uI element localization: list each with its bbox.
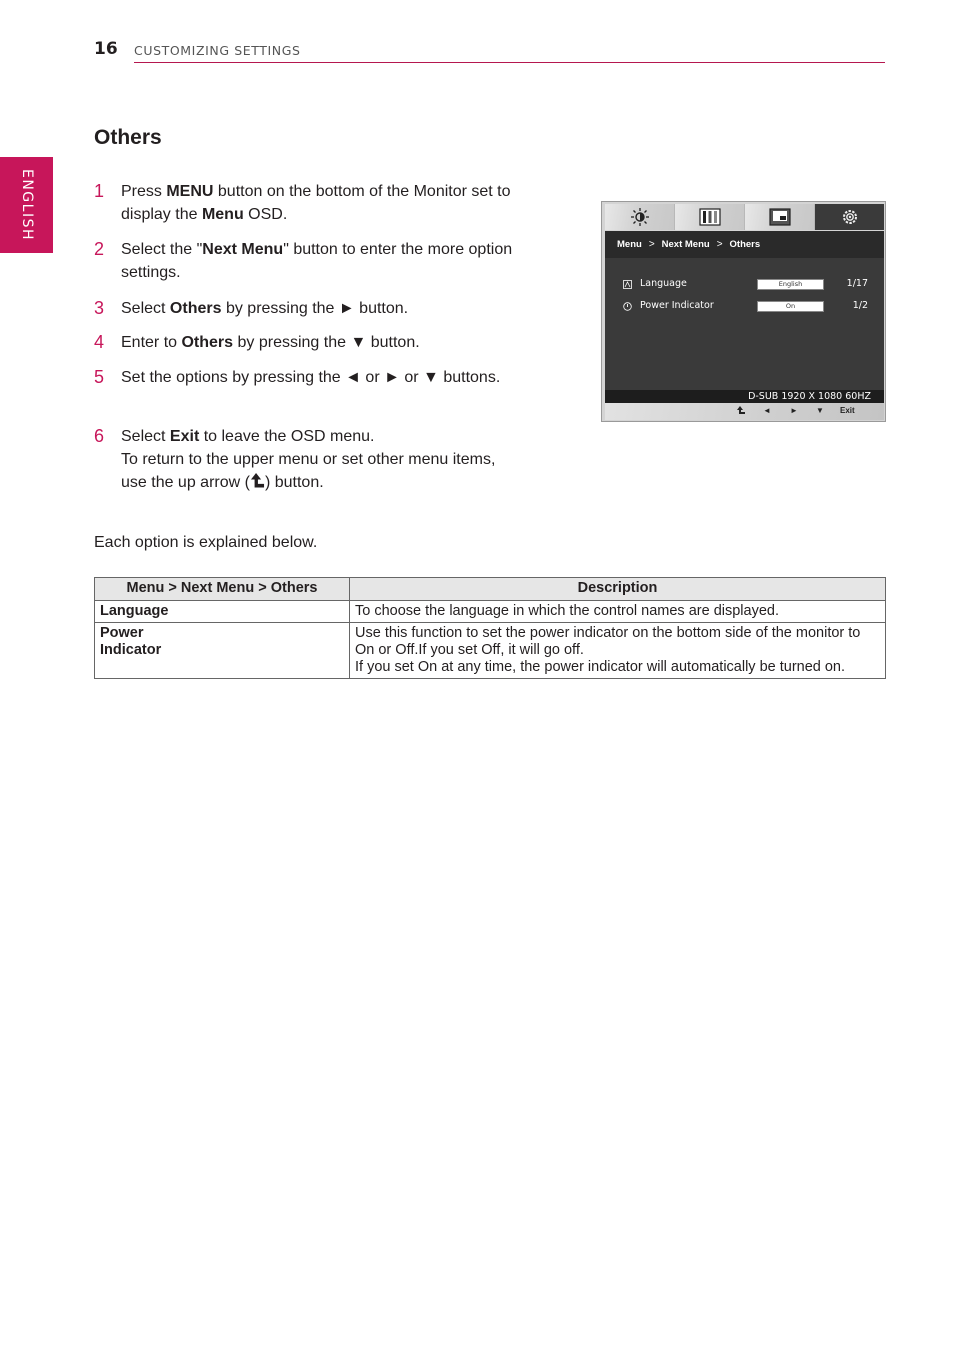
table-header-description: Description [350,578,886,601]
osd-breadcrumb-others: Others [729,239,761,250]
step-number: 3 [94,298,105,318]
step-text: Press MENU button on the bottom of the Monitor set to display the Menu OSD. [121,183,511,223]
step-number: 2 [94,239,105,259]
osd-breadcrumb-next-menu: Next Menu [661,239,710,250]
table-cell-description: Use this function to set the power indicator on the bottom side of the monitor to On or Off.If you set Off, it will go off. If you set On at any time, the power indicator will automatically be turned on. [350,623,886,679]
osd-option-value: On [757,301,824,312]
up-arrow-icon [250,473,265,489]
step-item [94,180,524,226]
step-text: Enter to Others by pressing the ▼ button. [121,334,420,351]
step-item [94,331,524,354]
osd-tab-color [675,204,745,230]
step-item [94,366,524,389]
table-header-row [95,578,886,601]
osd-option-label: Language [640,278,687,289]
osd-breadcrumb-separator: > [648,239,655,250]
step-number: 6 [94,426,105,446]
language-tab-label: ENGLISH [18,168,35,242]
step-number: 1 [94,181,105,201]
language-tab [0,157,53,253]
table-header-menu: Menu > Next Menu > Others [95,578,350,601]
picture-icon [769,208,791,226]
table-body [95,601,886,679]
step-text: Select Others by pressing the ► button. [121,300,409,317]
osd-tabs [605,204,884,230]
step-text: Select the "Next Menu" button to enter the more option settings. [121,241,513,281]
step-item [94,425,524,494]
osd-exit-button: Exit [840,406,855,415]
table-row [95,601,886,623]
osd-down-button: ▼ [816,406,824,415]
step-text: Select Exit to leave the OSD menu. To return to the upper menu or set other menu items, use the up arrow ( ) button. [121,428,496,491]
color-icon [699,208,721,226]
step-text: Set the options by pressing the ◄ or ► or ▼ buttons. [121,369,501,386]
osd-option-power-indicator [623,300,878,314]
osd-option-label: Power Indicator [640,300,714,311]
osd-tab-picture [745,204,815,230]
osd-breadcrumb-separator: > [716,239,723,250]
table-row [95,623,886,679]
step-number: 5 [94,367,105,387]
power-icon [623,302,632,311]
osd-menu-screen [605,231,884,403]
osd-tab-brightness [605,204,675,230]
header-rule [134,62,885,63]
brightness-icon [630,207,650,227]
settings-icon [840,207,860,227]
language-icon [623,280,632,289]
osd-option-count: 1/17 [846,278,868,289]
osd-right-button: ► [790,406,798,415]
up-arrow-icon [736,406,746,417]
osd-breadcrumb [605,231,884,258]
page-title: Others [94,126,162,149]
osd-status-bar: D-SUB 1920 X 1080 60HZ [605,390,884,403]
table-cell-description: To choose the language in which the control names are displayed. [350,601,886,623]
osd-breadcrumb-menu: Menu [617,239,642,250]
table-cell-menu-item: Power Indicator [95,623,350,679]
osd-left-button: ◄ [763,406,771,415]
osd-tab-others [815,204,884,230]
step-item [94,297,524,320]
page-number: 16 [94,39,118,59]
osd-screenshot [601,201,886,422]
table-cell-menu-item: Language [95,601,350,623]
osd-option-value: English [757,279,824,290]
step-item [94,238,524,284]
osd-option-count: 1/2 [852,300,868,311]
osd-option-language [623,278,878,292]
option-intro-text: Each option is explained below. [94,534,318,551]
osd-button-bar [605,403,884,420]
section-label: CUSTOMIZING SETTINGS [134,43,301,58]
options-table [94,577,886,679]
step-number: 4 [94,332,105,352]
